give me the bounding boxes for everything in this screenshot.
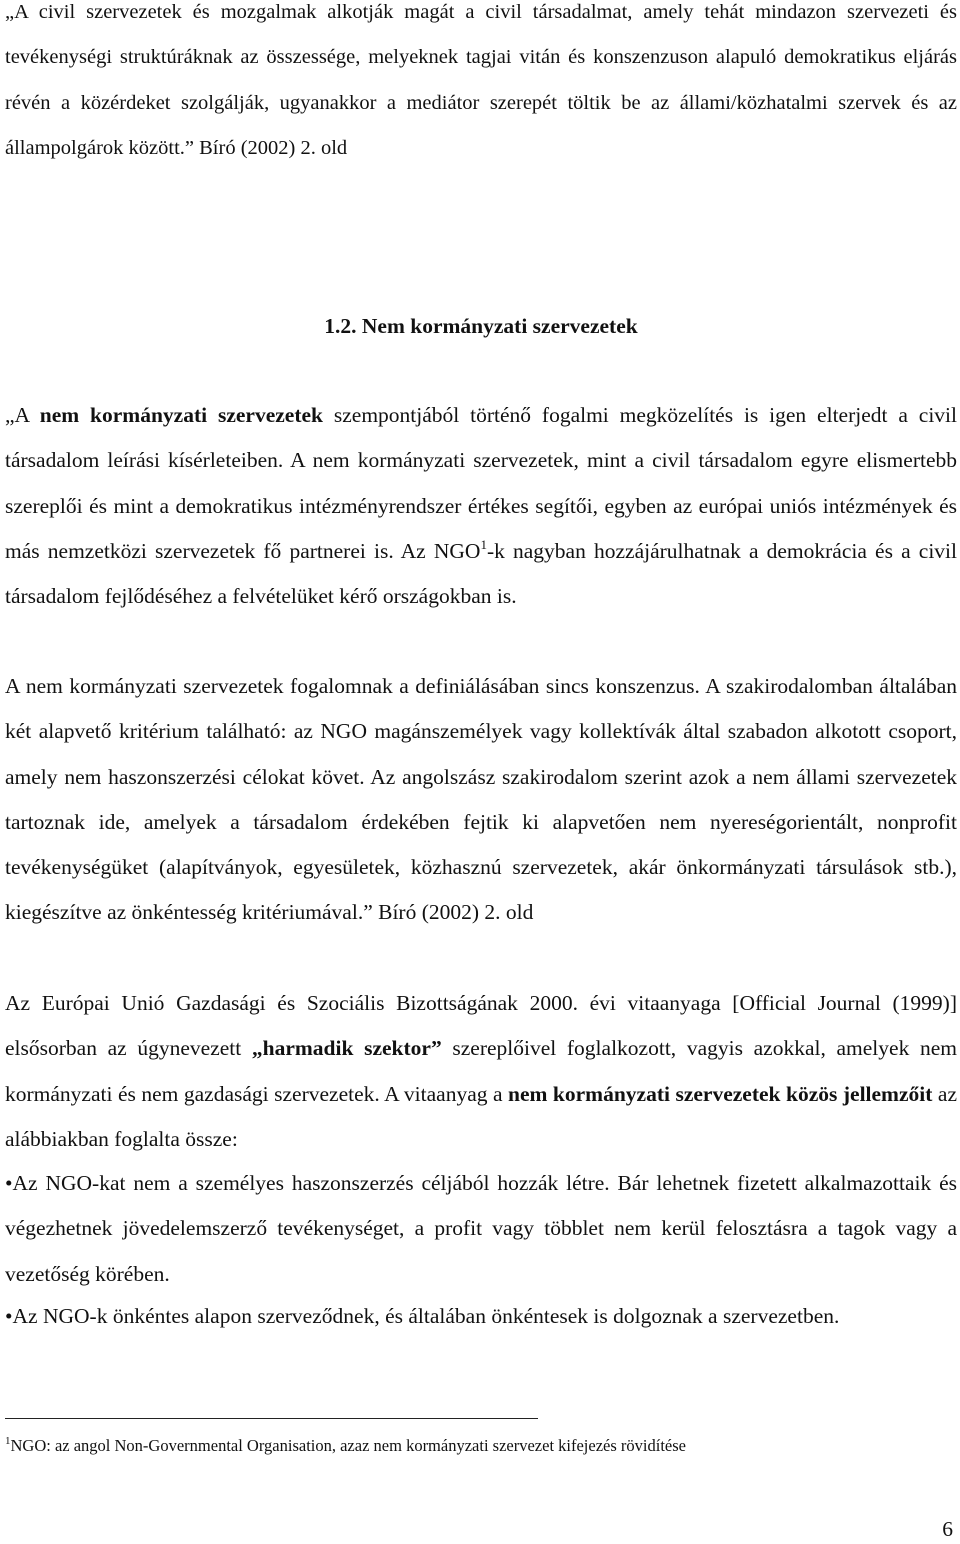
text-run: A nem kormányzati szervezetek, mint a civil társadalom egyre elismertebb szereplői és mint a demokratikus intézményrendszer értékes segítői, egyben az európai uniós intézmények és más nemzetközi szervezetek fő partnerei is. Az NGO <box>5 448 957 563</box>
footnote-marker[interactable]: 1 <box>480 536 487 552</box>
paragraph-ngo-definition <box>5 393 957 619</box>
text-run: szempontjából történő fogalmi megközelítés is igen elterjedt a civil társadalom leírási kísérleteiben. <box>5 403 957 473</box>
bold-term-ngo: nem kormányzati szervezetek <box>39 403 323 427</box>
text-run: Az Európai Unió Gazdasági és Szociális Bizottságának 2000. évi vitaanyaga [Official Journal (1999)] elsősorban az úgynevezett <box>5 991 957 1061</box>
bold-term-third-sector: „harmadik szektor” <box>251 1036 442 1061</box>
footnote-separator <box>5 1418 538 1419</box>
section-heading: 1.2. Nem kormányzati szervezetek <box>324 314 638 338</box>
bullet-text: Az NGO-kat nem a személyes haszonszerzés céljából hozzák létre. Bár lehetnek fizetett alkalmazottaik és végezhetnek jövedelemszerző tevékenységet, a profit vagy többlet nem kerül felosztásra a tagok vagy a vezetőség körében. <box>5 1171 957 1286</box>
footnote-text: NGO: az angol Non-Governmental Organisation, azaz nem kormányzati szervezet kifejezés rövidítése <box>10 1436 686 1455</box>
text-run: szereplőivel foglalkozott, vagyis azokkal, amelyek nem kormányzati és nem gazdasági szervezetek. A vitaanyag a <box>5 1036 957 1106</box>
bullet-icon: • <box>5 1171 13 1195</box>
quote-paragraph-civil-society: „A civil szervezetek és mozgalmak alkotják magát a civil társadalmat, amely tehát mindazon szervezeti és tevékenységi struktúráknak az összessége, melyeknek tagjai vitán és konszenzuson alapuló demokratikus eljárás révén a közérdeket szolgálják, ugyanakkor a mediátor szerepét töltik be az állami/közhatalmi szervek és az állampolgárok között.” Bíró (2002) 2. old <box>5 1 957 159</box>
bullet-item <box>5 1294 957 1339</box>
bullet-text: Az NGO-k önkéntes alapon szerveződnek, és általában önkéntesek is dolgoznak a szervezetben. <box>12 1304 840 1328</box>
footnote-number: 1 <box>5 1435 11 1447</box>
bullet-item <box>5 1161 957 1297</box>
page-number: 6 <box>942 1517 953 1541</box>
paragraph-eu-committee <box>5 981 957 1162</box>
text-run: az alábbiakban foglalta össze: <box>5 1081 957 1151</box>
bullet-icon: • <box>5 1304 13 1328</box>
paragraph-no-consensus: A nem kormányzati szervezetek fogalomnak a definiálásában sincs konszenzus. A szakirodalomban általában két alapvető kritérium található: az NGO magánszemélyek vagy kollektívák által szabadon alkotott csoport, amely nem haszonszerzési célokat követ. Az angolszász szakirodalom szerint azok a nem állami szervezetek tartoznak ide, amelyek a társadalom érdekében fejtik ki alapvetően nem nyereségorientált, nonprofit tevékenységüket (alapítványok, egyesületek, közhasznú szervezetek, akár önkormányzati társulások stb.), kiegészítve az önkéntesség kritériumával.” Bíró (2002) 2. old <box>5 674 957 925</box>
footnote <box>5 1432 957 1460</box>
bold-term-common-features: nem kormányzati szervezetek közös jellemzőit <box>508 1081 933 1106</box>
text-run: -k nagyban hozzájárulhatnak a demokrácia és a civil társadalom fejlődéséhez a felvételüket kérő országokban is. <box>5 538 957 609</box>
quote-open: „A <box>5 403 40 427</box>
